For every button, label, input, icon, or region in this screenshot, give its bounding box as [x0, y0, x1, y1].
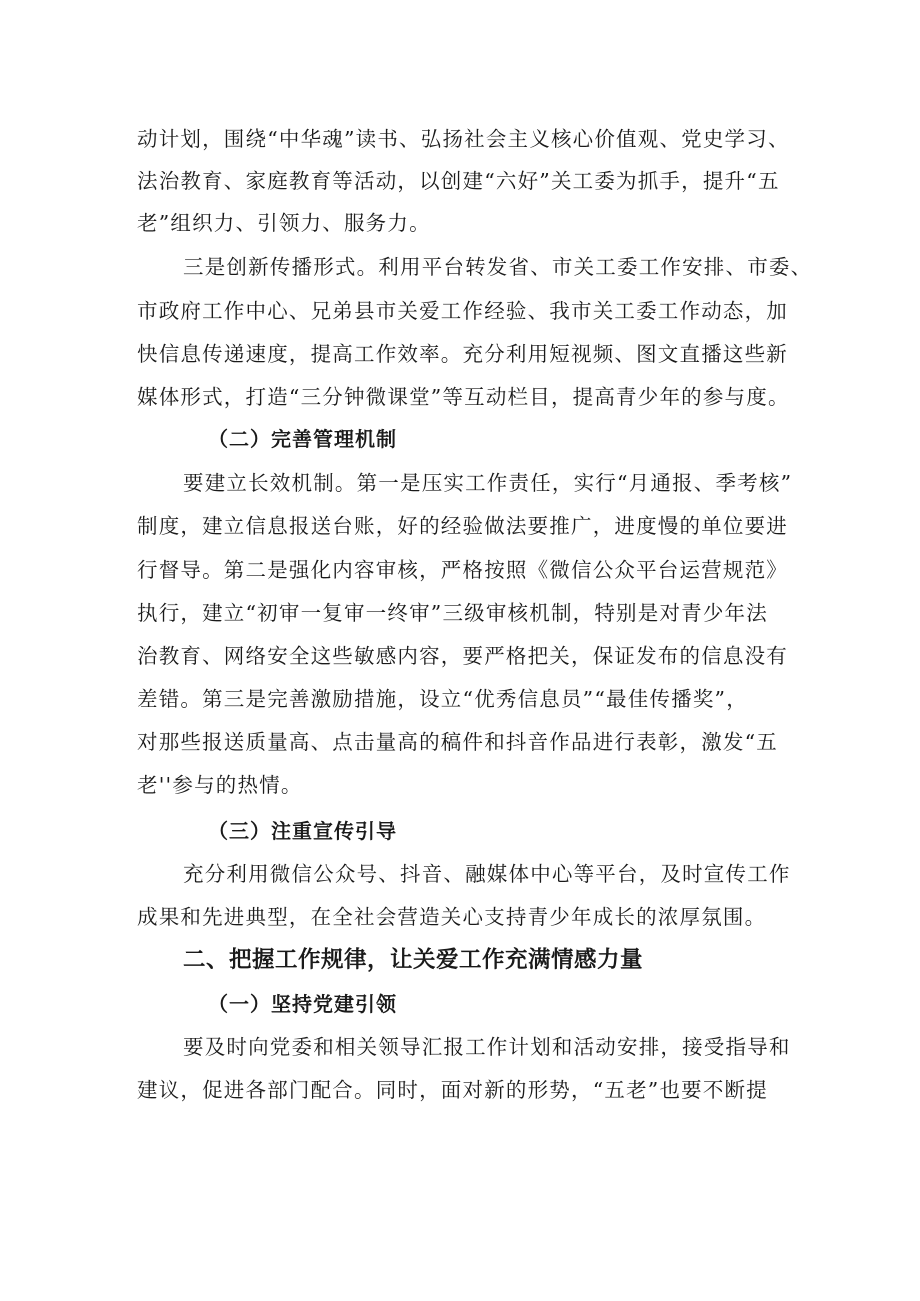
paragraph-line: 法治教育、家庭教育等活动，以创建“六好”关工委为抓手，提升“五: [137, 169, 780, 193]
paragraph-line: 治教育、网络安全这些敏感内容，要严格把关，保证发布的信息没有: [137, 644, 788, 668]
paragraph-line: 执行，建立“初审一复审一终审”三级审核机制，特别是对青少年法: [137, 601, 768, 625]
paragraph-line: 行督导。第二是强化内容审核，严格按照《微信公众平台运营规范》: [137, 558, 788, 582]
subsection-heading: （二）完善管理机制: [208, 427, 397, 451]
paragraph-line: 快信息传递速度，提高工作效率。充分利用短视频、图文直播这些新: [137, 342, 788, 366]
paragraph-line: 制度，建立信息报送台账，好的经验做法要推广，进度慢的单位要进: [137, 514, 788, 538]
subsection-heading: （一）坚持党建引领: [208, 992, 397, 1016]
paragraph-line: 三是创新传播形式。利用平台转发省、市关工委工作安排、市委、: [183, 255, 813, 279]
paragraph-line: 老''参与的热情。: [137, 773, 303, 797]
subsection-heading: （三）注重宣传引导: [208, 819, 397, 843]
paragraph-line: 差错。第三是完善激励措施，设立“优秀信息员”“最佳传播奖”，: [137, 687, 748, 711]
paragraph-line: 建议，促进各部门配合。同时，面对新的形势，“五老”也要不断提: [137, 1078, 768, 1102]
paragraph-line: 市政府工作中心、兄弟县市关爱工作经验、我市关工委工作动态，加: [137, 299, 788, 323]
paragraph-line: 对那些报送质量高、点击量高的稿件和抖音作品进行表彰，激发“五: [137, 730, 778, 754]
paragraph-line: 成果和先进典型，在全社会营造关心支持青少年成长的浓厚氛围。: [137, 905, 767, 929]
paragraph-line: 动计划，围绕“中华魂”读书、弘扬社会主义核心价值观、党史学习、: [137, 127, 790, 151]
paragraph-line: 要及时向党委和相关领导汇报工作计划和活动安排，接受指导和: [183, 1035, 791, 1059]
paragraph-line: 媒体形式，打造“三分钟微课堂”等互动栏目，提高青少年的参与度。: [137, 385, 790, 409]
paragraph-line: 充分利用微信公众号、抖音、融媒体中心等平台，及时宣传工作: [183, 862, 791, 886]
paragraph-line: 老”组织力、引领力、服务力。: [137, 211, 431, 235]
paragraph-line: 要建立长效机制。第一是压实工作责任，实行“月通报、季考核”: [183, 471, 793, 495]
section-heading: 二、把握工作规律，让关爱工作充满情感力量: [183, 947, 644, 973]
